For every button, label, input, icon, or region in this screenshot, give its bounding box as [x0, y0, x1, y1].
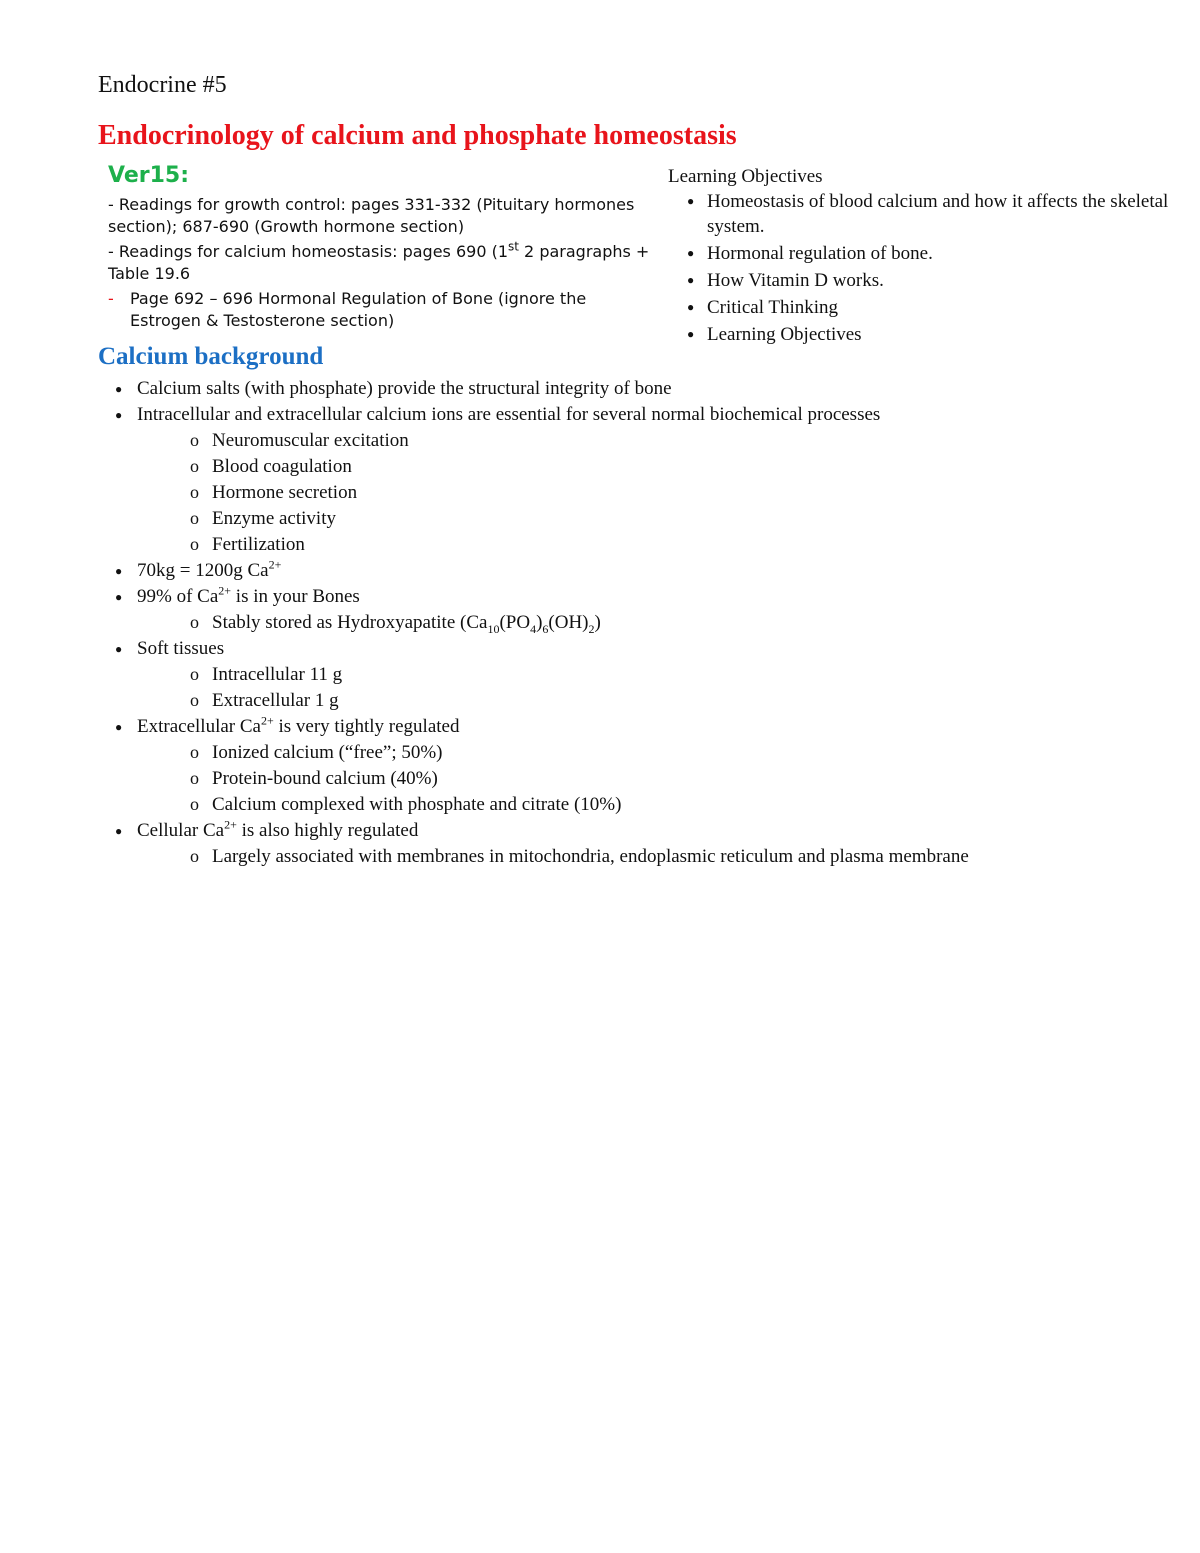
subscript: 10 — [487, 621, 500, 636]
sub-list-item: o Hormone secretion — [137, 480, 1158, 506]
list-item: ● Homeostasis of blood calcium and how it affects the skeletal system. — [668, 189, 1178, 239]
list-item-text: Soft tissues — [137, 638, 225, 659]
list-item — [98, 818, 1158, 870]
objectives-list — [668, 189, 1178, 347]
list-item-text: Cellular Ca — [137, 820, 225, 841]
list-item-text: Intracellular and extracellular calcium ions are essential for several normal biochemical processes — [137, 404, 881, 425]
section-title-calcium-background: Calcium background — [98, 343, 324, 370]
list-item — [98, 636, 1158, 714]
subscript: 2 — [588, 621, 595, 636]
sub-list-item: o Blood coagulation — [137, 454, 1158, 480]
superscript: 2+ — [224, 817, 237, 832]
list-item-text-end: is very tightly regulated — [273, 716, 460, 737]
readings-box — [108, 162, 653, 335]
document-label: Endocrine #5 — [98, 72, 227, 98]
reading-hormonal-regulation — [108, 288, 653, 332]
formula-part: (OH) — [548, 612, 589, 633]
sub-list-item: o Neuromuscular excitation — [137, 428, 1158, 454]
list-item-text: Extracellular Ca — [137, 716, 261, 737]
list-item — [98, 584, 1158, 636]
formula-part: ) — [536, 612, 543, 633]
list-item-text-end: is in your Bones — [231, 586, 360, 607]
superscript: 2+ — [268, 557, 282, 572]
sub-list-item: o Intracellular 11 g — [137, 662, 1158, 688]
formula-part: Stably stored as Hydroxyapatite (Ca — [212, 612, 488, 633]
formula-part: (PO — [499, 612, 531, 633]
red-dash: - — [108, 289, 114, 308]
sub-list-item: o Fertilization — [137, 532, 1158, 558]
reading-growth-control: - Readings for growth control: pages 331-332 (Pituitary hormones section); 687-690 (Growth hormone section) — [108, 195, 635, 236]
sub-list-item: o Protein-bound calcium (40%) — [137, 766, 1158, 792]
sub-list-item: o Ionized calcium (“free”; 50%) — [137, 740, 1158, 766]
list-item — [98, 402, 1158, 558]
superscript: st — [508, 239, 519, 254]
reading-hormonal-text: Page 692 – 696 Hormonal Regulation of Bone (ignore the Estrogen & Testosterone section) — [130, 289, 587, 330]
list-item: ● How Vitamin D works. — [668, 268, 1178, 293]
list-item: ● Calcium salts (with phosphate) provide the structural integrity of bone — [98, 376, 1158, 402]
sub-list-item: o Largely associated with membranes in mitochondria, endoplasmic reticulum and plasma membrane — [137, 844, 1158, 870]
reading-calcium-text-end: 2 paragraphs + Table 19.6 — [108, 242, 650, 283]
subscript: 6 — [542, 621, 549, 636]
sub-list-item: o Enzyme activity — [137, 506, 1158, 532]
list-item-text: 70kg = 1200g Ca — [137, 560, 269, 581]
superscript: 2+ — [260, 713, 274, 728]
page-title: Endocrinology of calcium and phosphate homeostasis — [98, 120, 737, 151]
list-item — [98, 558, 1158, 584]
reading-calcium-homeostasis — [108, 241, 653, 285]
list-item: ● Hormonal regulation of bone. — [668, 241, 1178, 266]
sub-list-item — [137, 610, 1158, 636]
sub-list-item: o Extracellular 1 g — [137, 688, 1158, 714]
formula-part: ) — [594, 612, 601, 633]
superscript: 2+ — [218, 583, 232, 598]
learning-objectives — [668, 164, 1178, 349]
calcium-background-list — [98, 376, 1158, 870]
list-item: ● Learning Objectives — [668, 322, 1178, 347]
version-label: Ver15: — [108, 163, 190, 188]
reading-calcium-text: - Readings for calcium homeostasis: pages 690 (1 — [108, 242, 508, 261]
subscript: 4 — [530, 621, 537, 636]
list-item-text-end: is also highly regulated — [236, 820, 419, 841]
objectives-heading: Learning Objectives — [668, 166, 823, 187]
sub-list-item: o Calcium complexed with phosphate and citrate (10%) — [137, 792, 1158, 818]
list-item — [98, 714, 1158, 818]
list-item: ● Critical Thinking — [668, 295, 1178, 320]
list-item-text: 99% of Ca — [137, 586, 219, 607]
